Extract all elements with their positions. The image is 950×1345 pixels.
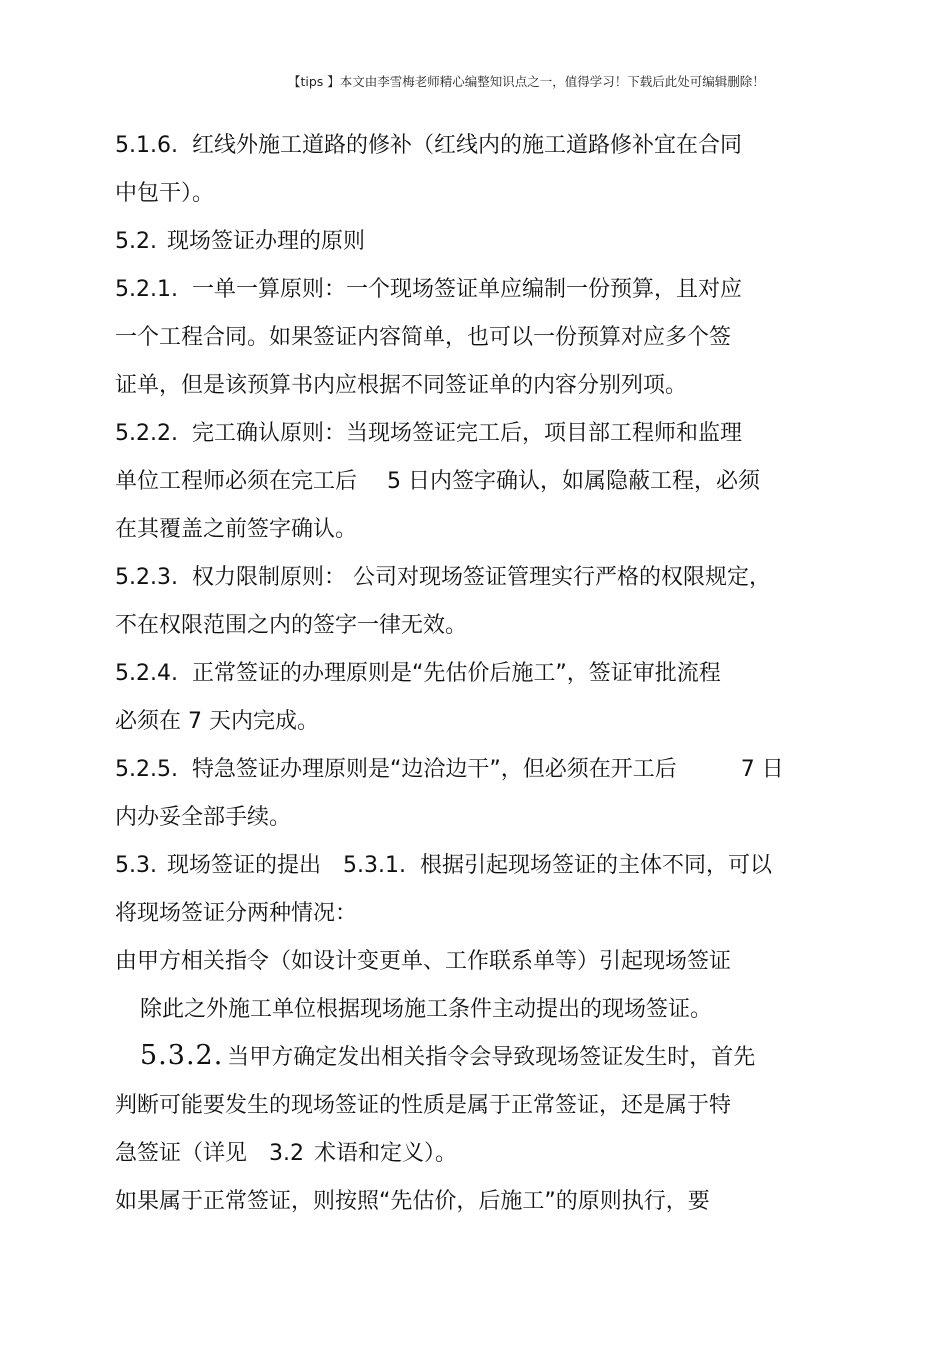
line-text: 权力限制原则： 公司对现场签证管理实行严格的权限规定， <box>191 565 771 590</box>
paragraph-line <box>115 421 742 447</box>
line-text: 正常签证的办理原则是“先估价后施工”，签证审批流程 <box>191 661 721 686</box>
line-text: 一单一算原则：一个现场签证单应编制一份预算，且对应 <box>191 277 742 302</box>
section-number: 5.2.1. <box>115 277 178 302</box>
paragraph-line <box>115 1141 457 1167</box>
paragraph-line: 在其覆盖之前签字确认。 <box>115 517 358 542</box>
paragraph-line: 证单，但是该预算书内应根据不同签证单的内容分别列项。 <box>115 373 688 398</box>
paragraph-line <box>115 853 772 879</box>
section-number: 5.3.2. <box>140 1040 224 1071</box>
paragraph-line <box>115 565 771 591</box>
paragraph-line <box>115 277 742 303</box>
header-tips: 【tips 】本文由李雪梅老师精心编整知识点之一，值得学习！下载后此处可编辑删除！ <box>288 74 765 89</box>
line-text: 3.2 <box>269 1141 305 1166</box>
paragraph-line <box>115 757 784 783</box>
line-text: 术语和定义）。 <box>314 1141 458 1166</box>
paragraph-line <box>115 661 721 687</box>
line-text: 单位工程师必须在完工后 <box>115 469 358 494</box>
heading-text: 现场签证办理的原则 <box>166 229 365 254</box>
line-text: 完工确认原则：当现场签证完工后，项目部工程师和监理 <box>191 421 742 446</box>
paragraph-line: 不在权限范围之内的签字一律无效。 <box>115 613 468 638</box>
line-text: 红线外施工道路的修补（红线内的施工道路修补宜在合同 <box>191 133 742 158</box>
heading-text: 现场签证的提出 <box>166 853 321 878</box>
section-number: 5.2.2. <box>115 421 178 446</box>
paragraph-line: 一个工程合同。如果签证内容简单，也可以一份预算对应多个签 <box>115 325 732 350</box>
paragraph-line: 内办妥全部手续。 <box>115 805 292 830</box>
line-text: 急签证（详见 <box>115 1141 248 1166</box>
section-number: 5.2.4. <box>115 661 178 686</box>
paragraph-line <box>115 469 760 495</box>
paragraph-line: 如果属于正常签证，则按照“先估价，后施工”的原则执行，要 <box>115 1189 710 1214</box>
paragraph-line <box>115 133 742 159</box>
paragraph-line: 必须在 7 天内完成。 <box>115 709 319 734</box>
line-text: 5 日内签字确认，如属隐蔽工程，必须 <box>387 469 761 494</box>
paragraph-line: 将现场签证分两种情况： <box>115 901 358 926</box>
section-number: 5.2.5. <box>115 757 178 782</box>
section-number: 5.3.1. <box>343 853 406 878</box>
paragraph-line <box>140 1040 756 1071</box>
section-number: 5.2.3. <box>115 565 178 590</box>
line-text: 7 日 <box>740 757 784 782</box>
section-number: 5.2. <box>115 229 157 254</box>
section-number: 5.3. <box>115 853 157 878</box>
paragraph-line: 由甲方相关指令（如设计变更单、工作联系单等）引起现场签证 <box>115 949 732 974</box>
paragraph-line: 中包干）。 <box>115 181 215 206</box>
line-text: 当甲方确定发出相关指令会导致现场签证发生时，首先 <box>227 1045 756 1070</box>
section-heading <box>115 229 365 255</box>
paragraph-line: 除此之外施工单位根据现场施工条件主动提出的现场签证。 <box>140 997 713 1022</box>
section-number: 5.1.6. <box>115 133 178 158</box>
paragraph-line: 判断可能要发生的现场签证的性质是属于正常签证，还是属于特 <box>115 1093 732 1118</box>
line-text: 特急签证办理原则是“边洽边干”，但必须在开工后 <box>191 757 677 782</box>
line-text: 根据引起现场签证的主体不同，可以 <box>419 853 772 878</box>
